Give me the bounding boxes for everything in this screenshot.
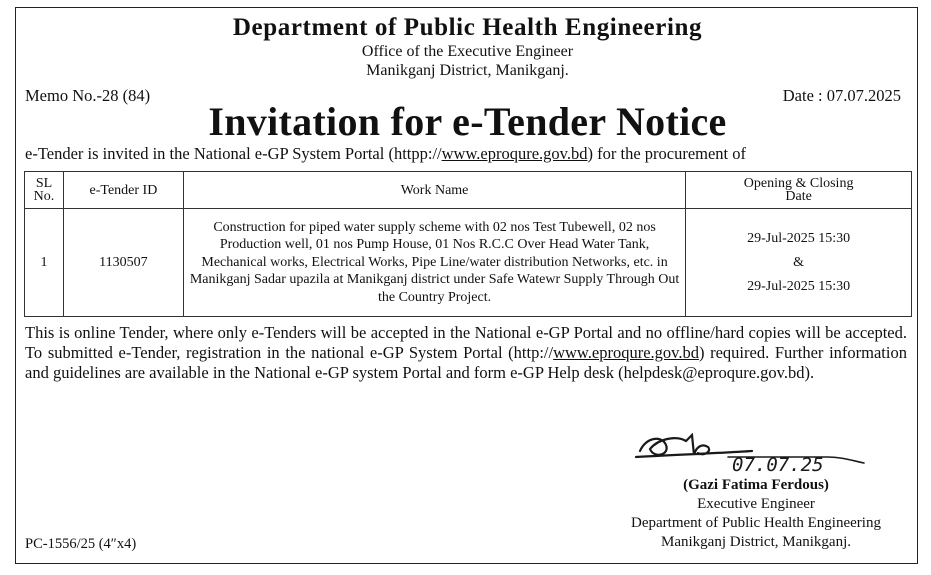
intro-prefix: e-Tender is invited in the National e-GP System Portal (httpp:// — [25, 144, 442, 163]
handwritten-signature — [632, 427, 872, 479]
handwritten-date: 07.07.25 — [732, 454, 824, 476]
eproqure-link-2[interactable]: www.eproqure.gov.bd — [553, 343, 699, 362]
intro-suffix: ) for the procurement of — [587, 144, 747, 163]
closing-date: 29-Jul-2025 15:30 — [747, 278, 851, 294]
col-header-work-name: Work Name — [183, 172, 685, 209]
office-line: Office of the Executive Engineer — [361, 43, 574, 60]
col-header-dates: Opening & Closing Date — [686, 172, 912, 209]
notice-date: Date : 07.07.2025 — [782, 86, 901, 105]
eproqure-link[interactable]: www.eproqure.gov.bd — [441, 144, 588, 163]
cell-sl: 1 — [25, 209, 64, 317]
notice-title: Invitation for e-Tender Notice — [208, 99, 727, 144]
tender-table — [24, 171, 912, 317]
signatory-title: Executive Engineer — [697, 496, 815, 512]
opening-date: 29-Jul-2025 15:30 — [747, 230, 851, 246]
col-header-tender-id: e-Tender ID — [63, 172, 183, 209]
signatory-name: (Gazi Fatima Ferdous) — [683, 477, 829, 493]
department-heading: Department of Public Health Engineering — [232, 14, 703, 41]
intro-text — [25, 144, 746, 164]
signatory-district: Manikganj District, Manikganj. — [661, 534, 851, 550]
cell-tender-id: 1130507 — [63, 209, 183, 317]
district-line: Manikganj District, Manikganj. — [366, 62, 569, 79]
cell-work-name: Construction for piped water supply scheme with 02 nos Test Tubewell, 02 nos Production well, 01 nos Pump House, 01 Nos R.C.C Over Head Water Tank, Mechanical works, Electrical Works, Pipe Line/water distribution Networks, etc. in Manikganj Sadar upazila at Manikganj district under Safe Watewr Supply Through Out the Country Project. — [183, 209, 685, 317]
pc-number: PC-1556/25 (4″x4) — [25, 536, 137, 552]
signatory-department: Department of Public Health Engineering — [631, 515, 881, 531]
instructions-paragraph: This is online Tender, where only e-Tenders will be accepted in the National e-GP Portal and no offline/hard copies will be accepted. To submitted e-Tender, registration in the national e-GP System Portal (http://www.eproqure.gov.bd) required. Further information and guidelines are available in the National e-GP system Portal and form e-GP Help desk (helpdesk@eproqure.gov.bd). — [25, 323, 907, 382]
table-header-row — [25, 172, 912, 209]
date-separator: & — [793, 254, 805, 270]
table-row — [25, 209, 912, 317]
tender-notice — [15, 7, 918, 564]
col-header-sl: SL No. — [25, 172, 64, 209]
cell-dates — [686, 209, 912, 317]
memo-number: Memo No.-28 (84) — [25, 86, 151, 105]
